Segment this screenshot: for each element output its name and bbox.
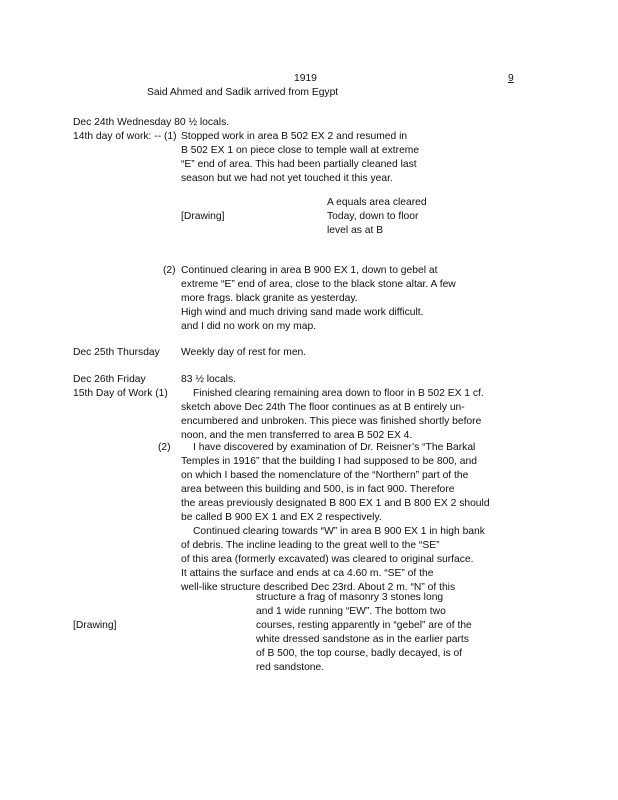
text-line: Continued clearing in area B 900 EX 1, down to gebel at: [181, 265, 438, 276]
text-line: Finished clearing remaining area down to floor in B 502 EX 1 cf.: [193, 388, 484, 399]
text-line: extreme “E” end of area, close to the black stone altar. A few: [181, 279, 456, 290]
text-line: season but we had not yet touched it this year.: [181, 173, 393, 184]
text-line: B 502 EX 1 on piece close to temple wall at extreme: [181, 145, 420, 156]
text-line: of this area (formerly excavated) was cleared to original surface.: [181, 554, 474, 565]
text-line: on which I based the nomenclature of the “Northern” part of the: [181, 470, 469, 481]
dec25-text: Weekly day of rest for men.: [181, 347, 307, 358]
dec25-date-label: Dec 25th Thursday: [73, 347, 160, 358]
text-line: and I did no work on my map.: [181, 321, 317, 332]
caption-line: Today, down to floor: [327, 211, 419, 222]
text-line: the areas previously designated B 800 EX 1 and B 800 EX 2 should: [181, 498, 490, 509]
text-line: be called B 900 EX 1 and EX 2 respectively.: [181, 512, 382, 523]
text-line: encumbered and unbroken. This piece was finished shortly before: [181, 416, 482, 427]
text-line: Continued clearing towards “W” in area B 900 EX 1 in high bank: [193, 526, 485, 537]
year-heading: 1919: [294, 73, 317, 84]
text-line: white dressed sandstone as in the earlier parts: [256, 634, 469, 645]
text-line: Temples in 1916” that the building I had supposed to be 800, and: [181, 456, 477, 467]
text-line: area between this building and 500, is in fact 900. Therefore: [181, 484, 455, 495]
dec26-date-label: Dec 26th Friday: [73, 374, 146, 385]
dec24-day-label: 14th day of work: -- (1): [73, 131, 177, 142]
text-line: It attains the surface and ends at ca 4.60 m. “SE” of the: [181, 568, 434, 579]
dec26-drawing-placeholder: [Drawing]: [73, 620, 117, 631]
dec26-locals: 83 ½ locals.: [181, 374, 236, 385]
caption-line: A equals area cleared: [327, 197, 427, 208]
text-line: High wind and much driving sand made work difficult.: [181, 307, 424, 318]
text-line: of debris. The incline leading to the great well to the “SE”: [181, 540, 440, 551]
caption-line: level as at B: [327, 225, 384, 236]
text-line: more frags. black granite as yesterday.: [181, 293, 358, 304]
text-line: red sandstone.: [256, 662, 325, 673]
arrival-note: Said Ahmed and Sadik arrived from Egypt: [147, 87, 339, 98]
text-line: courses, resting apparently in “gebel” are of the: [256, 620, 472, 631]
text-line: sketch above Dec 24th The floor continues as at B entirely un-: [181, 402, 465, 413]
text-line: of B 500, the top course, badly decayed, is of: [256, 648, 463, 659]
dec24-item2-marker: (2): [163, 265, 176, 276]
text-line: well-like structure described Dec 23rd. About 2 m. “N” of this: [181, 582, 456, 593]
text-line: noon, and the men transferred to area B 502 EX 4.: [181, 430, 413, 441]
text-line: I have discovered by examination of Dr. Reisner’s “The Barkal: [193, 442, 476, 453]
text-line: “E” end of area. This had been partially cleaned last: [181, 159, 417, 170]
text-line: Stopped work in area B 502 EX 2 and resumed in: [181, 131, 408, 142]
page-number: 9: [508, 73, 514, 84]
text-line: structure a frag of masonry 3 stones long: [256, 592, 444, 603]
dec26-item2-marker: (2): [158, 442, 171, 453]
dec26-day-label: 15th Day of Work (1): [73, 388, 168, 399]
dec24-date-line: Dec 24th Wednesday 80 ½ locals.: [73, 117, 230, 128]
text-line: and 1 wide running “EW”. The bottom two: [256, 606, 446, 617]
dec24-drawing-placeholder: [Drawing]: [181, 211, 225, 222]
